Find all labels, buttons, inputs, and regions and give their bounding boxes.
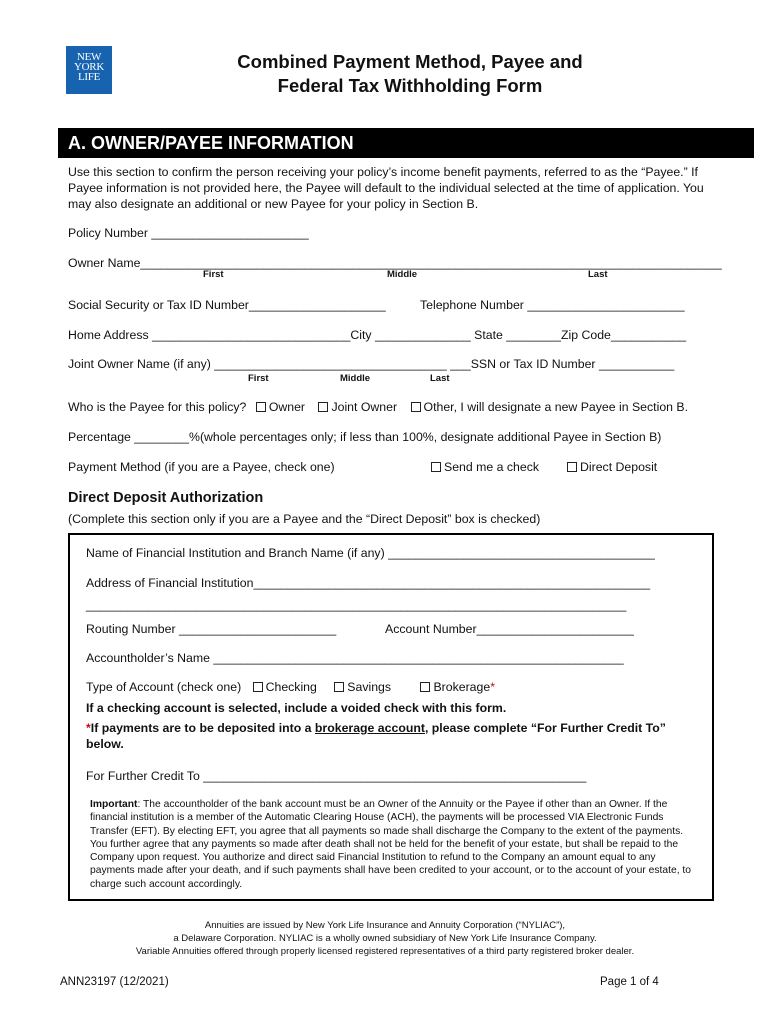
joint-last-label: Last — [430, 373, 450, 384]
account-type-label: Type of Account (check one) — [86, 680, 242, 694]
type-savings-option[interactable]: Savings — [334, 680, 391, 694]
joint-first-label: First — [248, 373, 269, 384]
owner-middle-label: Middle — [387, 269, 418, 280]
pm-check-option[interactable]: Send me a check — [431, 460, 539, 474]
percentage-field[interactable]: Percentage ________%(whole percentages only; if less than 100%, designate additional Payee in Section B) — [68, 430, 662, 444]
footer-line3: Variable Annuities offered through properly licensed registered representatives of a third party registered broker dealer. — [135, 946, 635, 957]
home-address-field[interactable]: Home Address _____________________________City ______________ State ________Zip Code___________ — [68, 328, 687, 342]
payment-method-label: Payment Method (if you are a Payee, check one) — [68, 460, 335, 474]
direct-deposit-subheading: (Complete this section only if you are a Payee and the “Direct Deposit” box is checked) — [68, 512, 541, 526]
owner-first-label: First — [203, 269, 224, 280]
checkbox-icon[interactable] — [411, 402, 421, 412]
section-a-heading: A. OWNER/PAYEE INFORMATION — [58, 128, 754, 158]
page-number: Page 1 of 4 — [600, 976, 659, 988]
type-checking-option[interactable]: Checking — [253, 680, 317, 694]
joint-middle-label: Middle — [340, 373, 371, 384]
institution-name-field[interactable]: Name of Financial Institution and Branch Name (if any) _______________________________________ — [86, 546, 655, 560]
checkbox-icon[interactable] — [420, 682, 430, 692]
brokerage-note-line2: below. — [86, 737, 124, 751]
account-type-row — [86, 680, 495, 694]
checkbox-icon[interactable] — [431, 462, 441, 472]
new-york-life-logo: NEW YORK LIFE — [66, 46, 112, 94]
type-brokerage-option[interactable]: Brokerage* — [420, 680, 495, 694]
pm-direct-option[interactable]: Direct Deposit — [567, 460, 657, 474]
footer-line1: Annuities are issued by New York Life Insurance and Annuity Corporation (“NYLIAC”), — [204, 920, 566, 931]
form-title-line1: Combined Payment Method, Payee and — [237, 51, 583, 72]
account-number-field[interactable]: Account Number_______________________ — [385, 622, 634, 636]
ssn-field[interactable]: Social Security or Tax ID Number____________________ — [68, 298, 386, 312]
checking-note: If a checking account is selected, include a voided check with this form. — [86, 701, 507, 715]
brokerage-note: *If payments are to be deposited into a brokerage account, please complete “For Further Credit To” — [86, 721, 666, 735]
direct-deposit-heading: Direct Deposit Authorization — [68, 490, 264, 506]
policy-number-field[interactable]: Policy Number _______________________ — [68, 226, 309, 240]
payee-other-option[interactable]: Other, I will designate a new Payee in Section B. — [411, 400, 689, 414]
owner-name-field[interactable]: Owner Name_____________________________________________________________________________________ — [68, 256, 722, 270]
important-notice: Important: The accountholder of the bank account must be an Owner of the Annuity or the Payee if other than an Owner. If the financial institution is a member of the Automatic Clearing House (ACH), the payments will be processed VIA Electronic Funds Transfer (EFT). By electing EFT, you agree that all payments so made shall discharge the Company to the extent of the payments. You further agree that any payments so made after death shall not be held for the benefit of your estate, but shall be repaid to the Company upon request. You authorize and direct said Financial Institution to refund to the Company an amount equal to any payments made after your death, and if such payments shall have been credited to your account, or to the account of your estate, to charge such account accordingly. — [90, 799, 692, 890]
checkbox-icon[interactable] — [253, 682, 263, 692]
payee-joint-option[interactable]: Joint Owner — [318, 400, 397, 414]
telephone-field[interactable]: Telephone Number _______________________ — [420, 298, 685, 312]
accountholder-field[interactable]: Accountholder’s Name ____________________________________________________________ — [86, 651, 624, 665]
further-credit-field[interactable]: For Further Credit To ________________________________________________________ — [86, 769, 587, 783]
checkbox-icon[interactable] — [256, 402, 266, 412]
section-a-intro: Use this section to confirm the person receiving your policy’s income benefit payments, referred to as the “Payee.” If Payee information is not provided here, the Payee will default to the individual selected at the time of application. You may also designate an additional or new Payee for your policy in Section B. — [68, 165, 704, 211]
routing-number-field[interactable]: Routing Number _______________________ — [86, 622, 337, 636]
institution-address-field[interactable]: Address of Financial Institution__________________________________________________________ — [86, 576, 651, 590]
form-title-line2: Federal Tax Withholding Form — [277, 75, 543, 96]
payee-row — [68, 400, 688, 414]
joint-owner-field[interactable]: Joint Owner Name (if any) __________________________________ ___SSN or Tax ID Number ___________ — [68, 357, 675, 371]
footer-line2: a Delaware Corporation. NYLIAC is a wholly owned subsidiary of New York Life Insurance Company. — [173, 933, 597, 944]
checkbox-icon[interactable] — [334, 682, 344, 692]
payee-question: Who is the Payee for this policy? — [68, 400, 247, 414]
form-code: ANN23197 (12/2021) — [60, 976, 169, 988]
checkbox-icon[interactable] — [318, 402, 328, 412]
payee-owner-option[interactable]: Owner — [256, 400, 305, 414]
institution-address-line2[interactable]: _______________________________________________________________________________ — [86, 598, 627, 612]
checkbox-icon[interactable] — [567, 462, 577, 472]
owner-last-label: Last — [588, 269, 608, 280]
